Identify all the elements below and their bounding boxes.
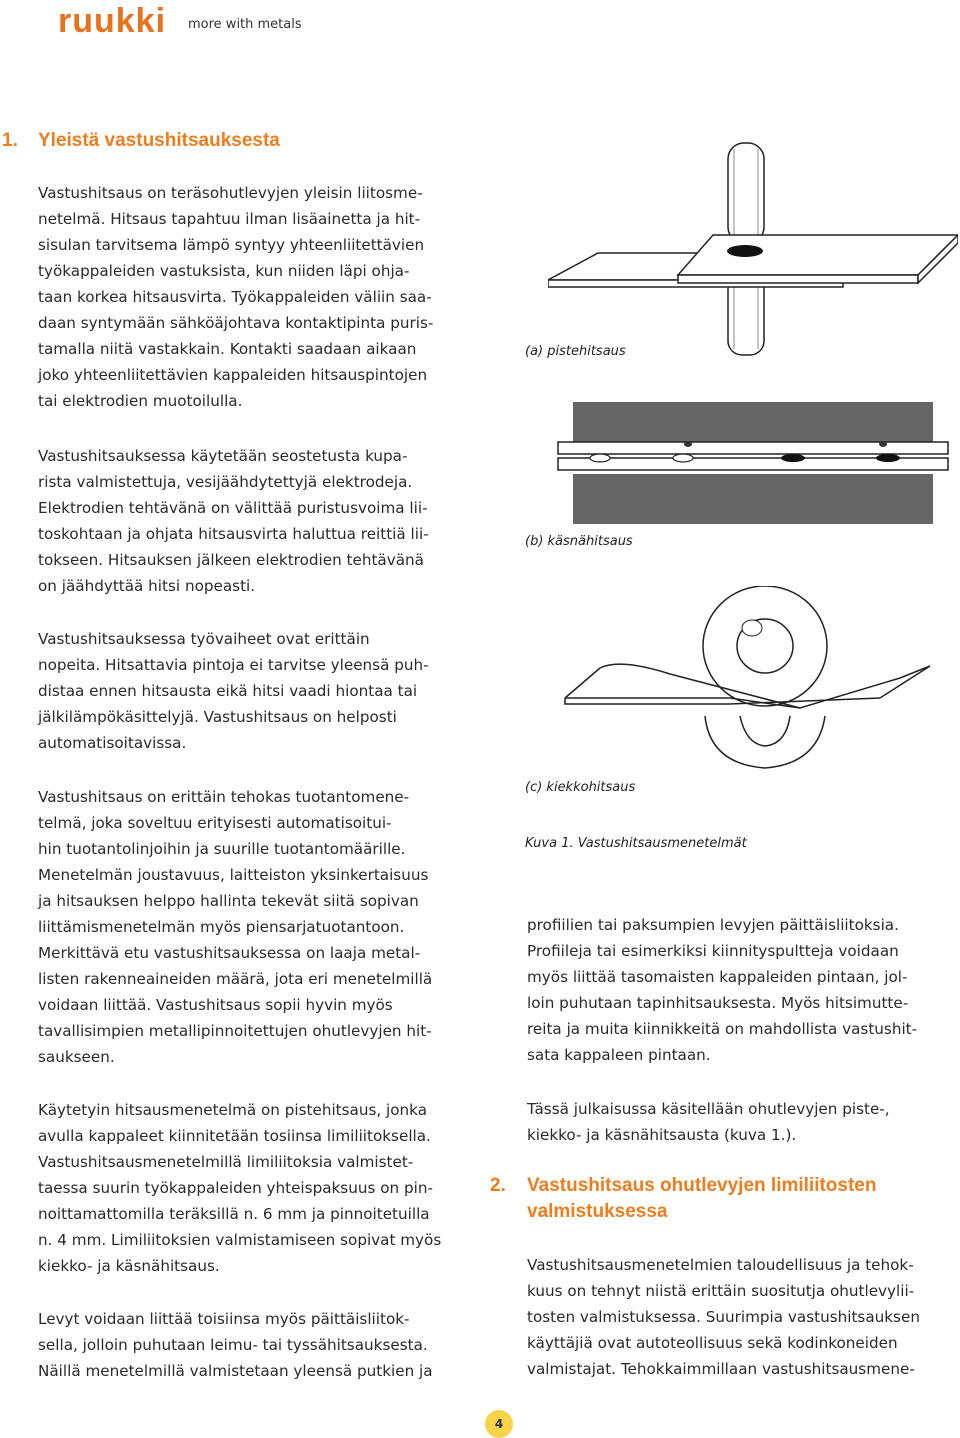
spot-welding-illustration xyxy=(548,135,958,360)
section2-paragraph: Vastushitsausmenetelmien taloudellisuus ja tehok- kuus on tehnyt niistä erittäin suositutja ohutlevylii- tosten valmistuksessa. Suurimpia vastushitsauksen käyttäjiä ovat autoteollisuus sekä kodinkoneiden valmistajat. Tehokkaimmillaan vastushitsausmene- xyxy=(527,1256,920,1378)
figure-caption: Kuva 1. Vastushitsausmenetelmät xyxy=(525,836,747,851)
caption-c: (c) kiekkohitsaus xyxy=(525,780,636,795)
section2-title-line1: Vastushitsaus ohutlevyjen limiliitosten xyxy=(527,1175,877,1196)
paragraph-6: Levyt voidaan liittää toisiinsa myös päittäisliitok- sella, jolloin puhutaan leimu- tai tyssähitsauksesta. Näillä menetelmillä valmistetaan yleensä putkien ja xyxy=(38,1310,433,1380)
caption-a: (a) pistehitsaus xyxy=(525,344,626,359)
section2-number: 2. xyxy=(490,1175,506,1196)
projection-welding-illustration xyxy=(548,402,958,526)
paragraph-4: Vastushitsaus on erittäin tehokas tuotantomene- telmä, joka soveltuu erityisesti automatisoitui- hin tuotantolinjoihin ja suurille tuotantomäärille. Menetelmän joustavuus, laitteiston yksinkertaisuus ja hitsauksen helppo hallinta tekevät siitä sopivan liittämismenetelmän myös piensarjatuotantoon. Merkittävä etu vastushitsauksessa on laaja metal- listen rakenneaineiden määrä, jota eri menetelmillä voidaan liittää. Vastushitsaus sopii hyvin myös tavallisimpien metallipinnoitettujen ohutlevyjen hit- saukseen. xyxy=(38,788,433,1066)
page-number-badge: 4 xyxy=(485,1410,513,1438)
section2-title-line2: valmistuksessa xyxy=(527,1201,668,1222)
seam-welding-illustration xyxy=(560,586,960,776)
section1-number: 1. xyxy=(2,130,18,151)
right-paragraph-2: Tässä julkaisussa käsitellään ohutlevyjen piste-, kiekko- ja käsnähitsausta (kuva 1.). xyxy=(527,1100,890,1144)
tagline: more with metals xyxy=(188,17,302,32)
paragraph-1: Vastushitsaus on teräsohutlevyjen yleisin liitosme- netelmä. Hitsaus tapahtuu ilman lisäainetta ja hit- sisulan tarvitsema lämpö syntyy yhteenliitettävien työkappaleiden vastuksista, kun niiden läpi ohja- taan korkea hitsausvirta. Työkappaleiden väliin saa- daan syntymään sähköäjohtava kontaktipinta puris- tamalla niitä vastakkain. Kontakti saadaan aikaan joko yhteenliitettävien kappaleiden hitsauspintojen tai elektrodien muotoilulla. xyxy=(38,184,434,410)
paragraph-3: Vastushitsauksessa työvaiheet ovat erittäin nopeita. Hitsattavia pintoja ei tarvitse yleensä puh- distaa ennen hitsausta eikä hitsi vaadi hiontaa tai jälkilämpökäsittelyjä. Vastushitsaus on helposti automatisoitavissa. xyxy=(38,630,429,752)
caption-b: (b) käsnähitsaus xyxy=(525,534,633,549)
right-paragraph-1: profiilien tai paksumpien levyjen päittäisliitoksia. Profiileja tai esimerkiksi kiinnityspultteja voidaan myös liittää tasomaisten kappaleiden pintaan, jol- loin puhutaan tapinhitsauksesta. Myös hitsimutte- reita ja muita kiinnikkeitä on mahdollista vastushit- sata kappaleen pintaan. xyxy=(527,916,918,1064)
ruukki-logo: ruukki xyxy=(58,2,167,40)
paragraph-2: Vastushitsauksessa käytetään seostetusta kupa- rista valmistettuja, vesijäähdytettyjä elektrodeja. Elektrodien tehtävänä on välittää puristusvoima lii- toskohtaan ja ohjata hitsausvirta haluttua reittiä lii- tokseen. Hitsauksen jälkeen elektrodien tehtävänä on jäähdyttää hitsi nopeasti. xyxy=(38,447,429,595)
paragraph-5: Käytetyin hitsausmenetelmä on pistehitsaus, jonka avulla kappaleet kiinnitetään tosiinsa limiliitoksella. Vastushitsausmenetelmillä limiliitoksia valmistet- taessa suurin työkappaleiden yhteispaksuus on pin- noittamattomilla teräksillä n. 6 mm ja pinnoitetuilla n. 4 mm. Limiliitoksien valmistamiseen sopivat myös kiekko- ja käsnähitsaus. xyxy=(38,1101,442,1275)
section1-title: Yleistä vastushitsauksesta xyxy=(38,130,280,151)
